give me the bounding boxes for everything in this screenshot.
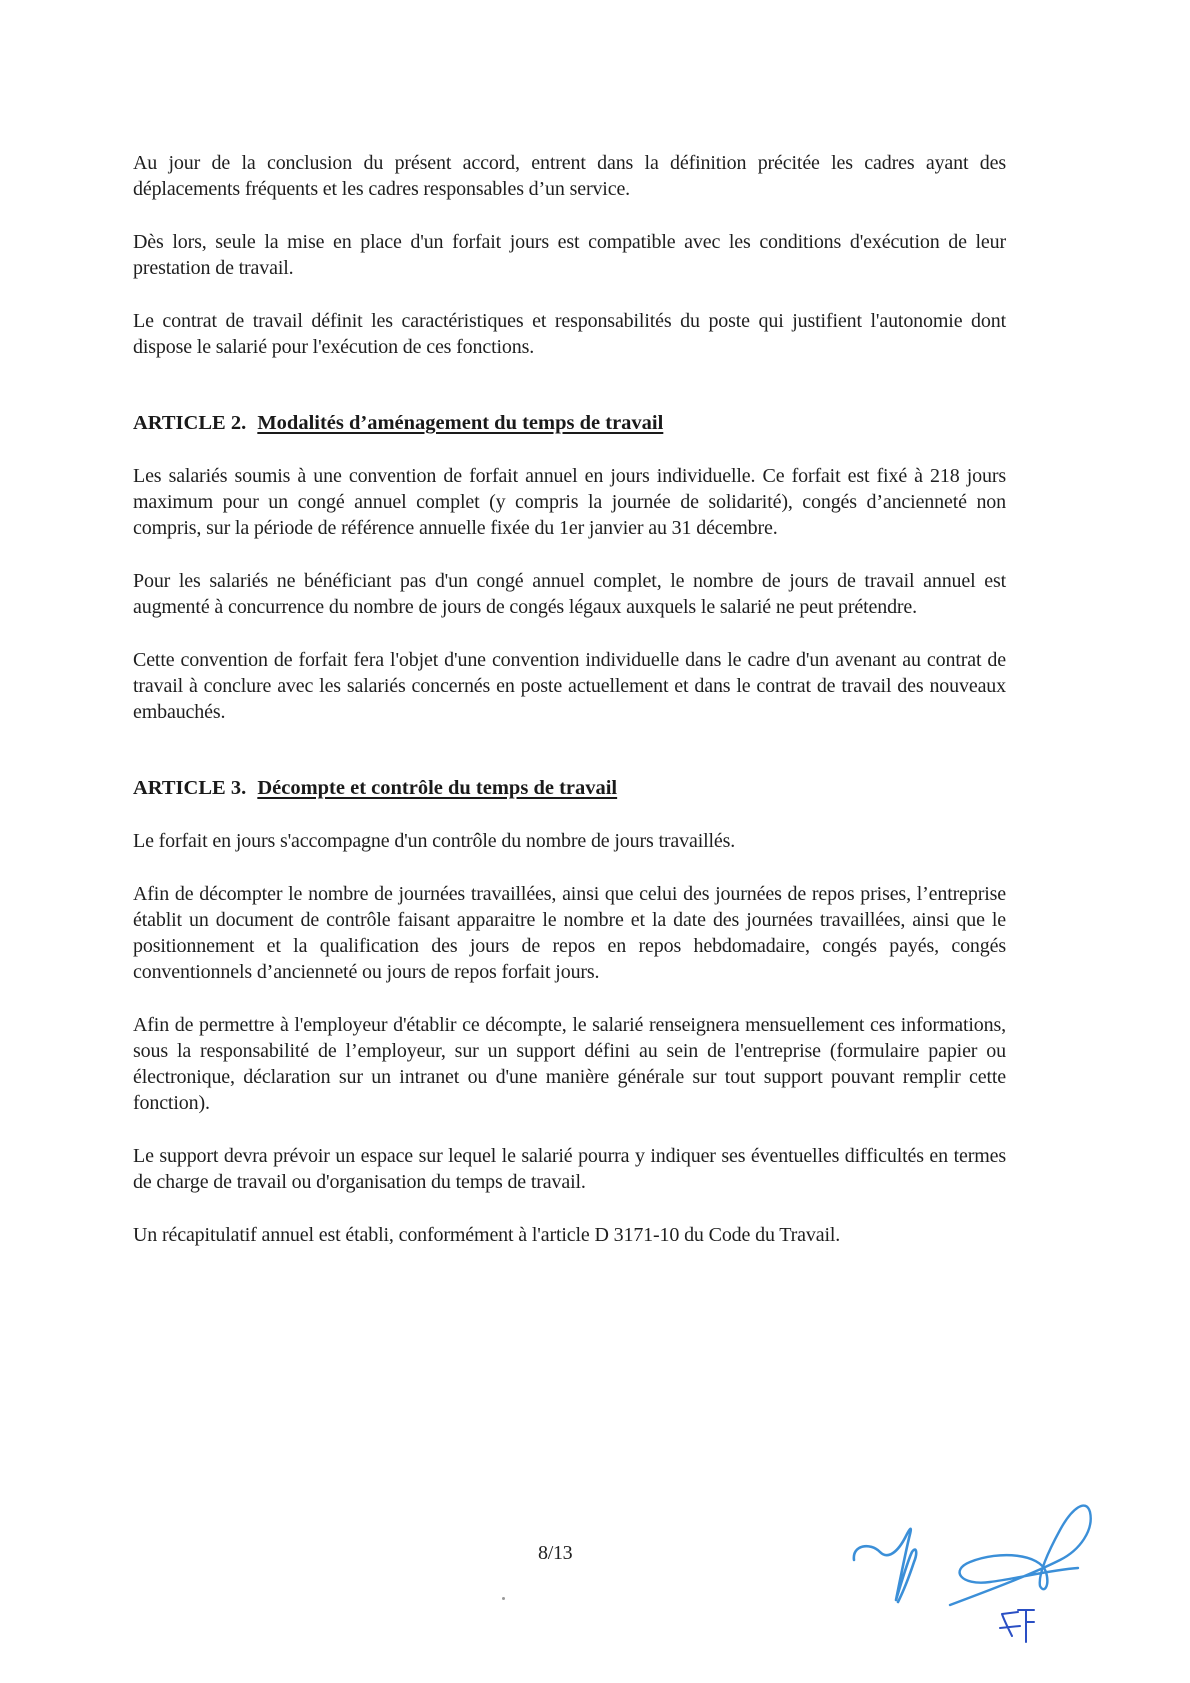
article-2 — [133, 410, 1006, 725]
article-heading — [133, 410, 1006, 436]
article-title: Décompte et contrôle du temps de travail — [257, 777, 618, 799]
article-paragraph: Afin de permettre à l'employeur d'établir ce décompte, le salarié renseignera mensuellement ces informations, sous la responsabilité de l’employeur, sur un support défini au sein de l'entreprise (formulaire papier ou électronique, déclaration sur un intranet ou d'une manière générale sur tout support pouvant remplir cette fonction). — [133, 1014, 1006, 1114]
signature-initials — [850, 1490, 1110, 1660]
article-number: ARTICLE 2. — [133, 412, 247, 434]
article-paragraph: Afin de décompter le nombre de journées travaillées, ainsi que celui des journées de repos prises, l’entreprise établit un document de contrôle faisant apparaitre le nombre et la date des journées travaillées, ainsi que le positionnement et la qualification des jours de repos en repos hebdomadaire, congés payés, congés conventionnels d’ancienneté ou jours de repos forfait jours. — [133, 883, 1006, 983]
article-paragraph: Le forfait en jours s'accompagne d'un contrôle du nombre de jours travaillés. — [133, 830, 736, 852]
article-paragraph: Cette convention de forfait fera l'objet d'une convention individuelle dans le cadre d'un avenant au contrat de travail à conclure avec les salariés concernés en poste actuellement et dans le contrat de travail des nouveaux embauchés. — [133, 649, 1006, 723]
article-number: ARTICLE 3. — [133, 777, 247, 799]
article-paragraph: Un récapitulatif annuel est établi, conformément à l'article D 3171-10 du Code du Travail. — [133, 1224, 841, 1246]
article-title: Modalités d’aménagement du temps de travail — [257, 412, 664, 434]
intro-paragraph-1: Au jour de la conclusion du présent accord, entrent dans la définition précitée les cadres ayant des déplacements fréquents et les cadres responsables d’un service. — [133, 152, 1006, 200]
article-3 — [133, 775, 1006, 1248]
intro-paragraph-3: Le contrat de travail définit les caractéristiques et responsabilités du poste qui justifient l'autonomie dont dispose le salarié pour l'exécution de ces fonctions. — [133, 310, 1006, 358]
scan-artifact — [502, 1597, 505, 1600]
document-page — [133, 150, 1006, 1248]
article-paragraph: Les salariés soumis à une convention de forfait annuel en jours individuelle. Ce forfait est fixé à 218 jours maximum pour un congé annuel complet (y compris la journée de solidarité), congés d’ancienneté non compris, sur la période de référence annuelle fixée du 1er janvier au 31 décembre. — [133, 465, 1006, 539]
intro-paragraph-2: Dès lors, seule la mise en place d'un forfait jours est compatible avec les conditions d'exécution de leur prestation de travail. — [133, 231, 1006, 279]
article-paragraph: Le support devra prévoir un espace sur lequel le salarié pourra y indiquer ses éventuelles difficultés en termes de charge de travail ou d'organisation du temps de travail. — [133, 1145, 1006, 1193]
signature-stroke-2 — [950, 1506, 1091, 1605]
initials-stroke — [1000, 1610, 1034, 1642]
article-paragraph: Pour les salariés ne bénéficiant pas d'un congé annuel complet, le nombre de jours de travail annuel est augmenté à concurrence du nombre de jours de congés légaux auxquels le salarié ne peut prétendre. — [133, 570, 1006, 618]
signature-stroke-1 — [854, 1529, 916, 1602]
page-number: 8/13 — [538, 1542, 573, 1564]
article-heading — [133, 775, 1006, 801]
